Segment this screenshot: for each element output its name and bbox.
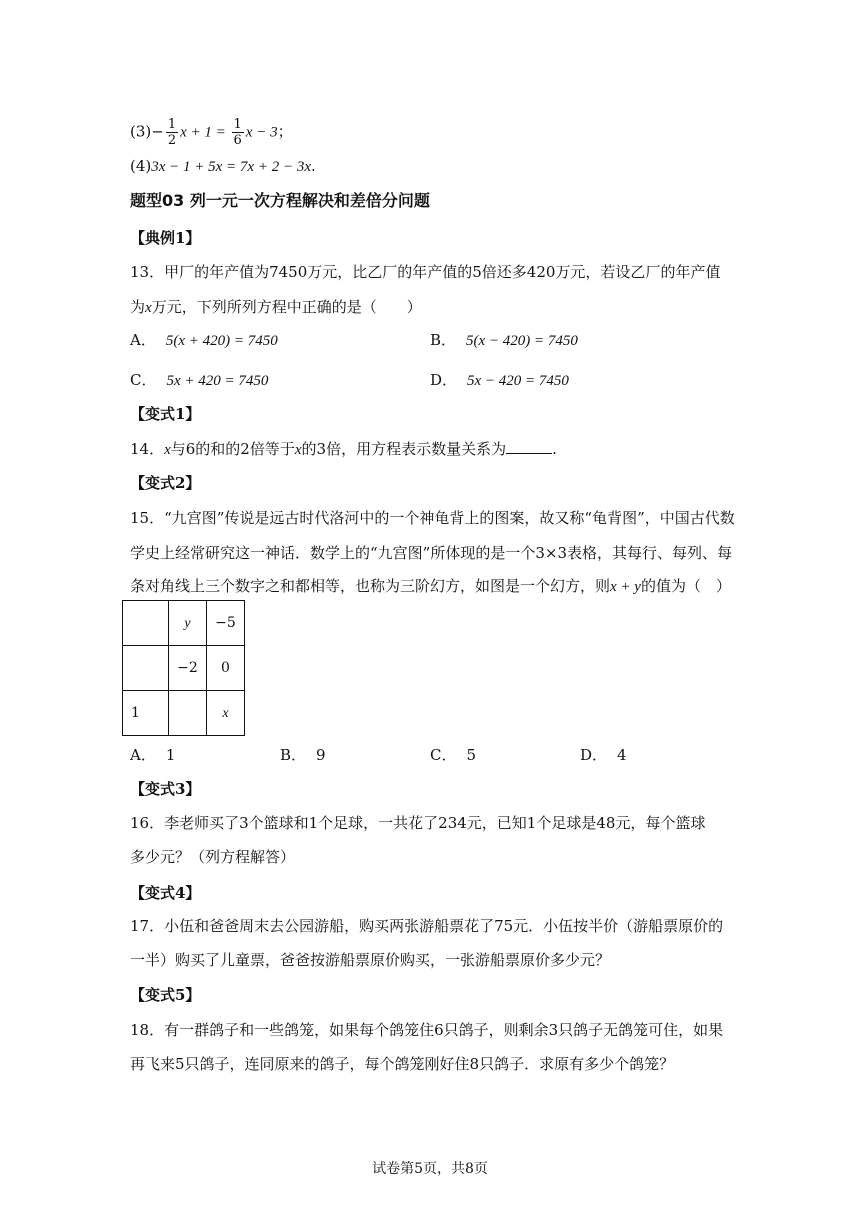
- grid-row: [123, 646, 245, 691]
- question-15-text: 条对角线上三个数字之和都相等，也称为三阶幻方，如图是一个幻方，则: [130, 577, 611, 595]
- question-13-option-c[interactable]: [130, 370, 268, 391]
- question-15-option-d[interactable]: [580, 745, 627, 765]
- equation-3: [130, 117, 293, 148]
- fraction-numerator: 1: [233, 117, 242, 132]
- option-label: B．: [430, 331, 457, 349]
- equation-4-expression: 3x − 1 + 5x = 7x + 2 − 3x: [151, 159, 311, 175]
- expression-x-plus-y: x + y: [610, 579, 641, 595]
- option-label: A．: [130, 331, 156, 349]
- variant-2-label: 【变式2】: [130, 474, 201, 492]
- question-16-line-1: 16．李老师买了3个篮球和1个足球，一共花了234元，已知1个足球是48元，每个篮球: [130, 814, 706, 832]
- question-14-text: 的3倍，用方程表示数量关系为: [301, 440, 507, 458]
- question-14-end: .: [552, 440, 557, 458]
- question-15-line-1: 15．“九宫图”传说是远古时代洛河中的一个神龟背上的图案，故又称“龟背图”，中国古代数: [130, 509, 735, 527]
- question-17-line-2: 一半）购买了儿童票，爸爸按游船票原价购买，一张游船票原价多少元？: [130, 951, 611, 969]
- variant-5-label: 【变式5】: [130, 986, 201, 1004]
- question-13-option-a[interactable]: [130, 330, 278, 351]
- grid-cell: [123, 601, 169, 646]
- question-15-text: 的值为（ ）: [640, 577, 731, 595]
- question-15-line-2: 学史上经常研究这一神话．数学上的“九宫图”所体现的是一个3×3表格，其每行、每列、每: [130, 544, 732, 562]
- option-label: C．: [130, 371, 157, 389]
- variable-x: x: [164, 442, 171, 458]
- option-text: 5x + 420 = 7450: [166, 373, 269, 389]
- question-13-line-1: 13．甲厂的年产值为7450万元，比乙厂的年产值的5倍还多420万元，若设乙厂的年产值: [130, 263, 721, 281]
- option-text: 5(x − 420) = 7450: [466, 333, 578, 349]
- question-18-line-1: 18．有一群鸽子和一些鸽笼，如果每个鸽笼住6只鸽子，则剩余3只鸽子无鸽笼可住，如果: [130, 1021, 724, 1039]
- variable-x: x: [294, 442, 302, 458]
- page-footer: 试卷第5页，共8页: [372, 1161, 488, 1177]
- answer-blank[interactable]: [506, 439, 552, 454]
- question-14-number: 14．: [130, 440, 165, 458]
- variable-x: x: [222, 705, 229, 721]
- option-text: 4: [617, 746, 627, 764]
- option-label: C．: [430, 746, 457, 764]
- equation-4-end: .: [311, 157, 316, 175]
- option-text: 1: [165, 746, 176, 764]
- grid-cell: −5: [207, 601, 245, 646]
- option-text: 5: [466, 746, 477, 764]
- fraction-one-sixth: [232, 117, 244, 148]
- section-title: 题型03 列一元一次方程解决和差倍分问题: [130, 191, 430, 210]
- question-17-line-1: 17．小伍和爸爸周末去公园游船，购买两张游船票花了75元．小伍按半价（游船票原价的: [130, 917, 724, 935]
- grid-row: [123, 601, 245, 646]
- grid-row: [123, 691, 245, 736]
- minus-sign: −: [151, 122, 164, 141]
- question-13-text: 为: [130, 298, 146, 316]
- fraction-numerator: 1: [167, 117, 177, 132]
- option-label: D．: [430, 371, 458, 389]
- question-16-line-2: 多少元？（列方程解答）: [130, 848, 296, 866]
- question-15-line-3: [130, 576, 731, 597]
- equation-3-end: ；: [277, 122, 293, 141]
- variable-y: y: [184, 615, 191, 631]
- equation-4: [130, 156, 316, 177]
- question-15-option-a[interactable]: [130, 745, 175, 765]
- question-18-line-2: 再飞来5只鸽子，连同原来的鸽子，每个鸽笼刚好住8只鸽子．求原有多少个鸽笼？: [130, 1055, 675, 1073]
- question-15-option-b[interactable]: [280, 745, 326, 765]
- question-15-option-c[interactable]: [430, 745, 476, 765]
- grid-cell: [169, 691, 207, 736]
- question-13-option-d[interactable]: [430, 370, 569, 391]
- variable-x: x: [145, 300, 152, 316]
- variant-1-label: 【变式1】: [130, 405, 201, 423]
- equation-3-label: (3): [130, 122, 152, 141]
- equation-3-middle: x + 1 =: [180, 124, 230, 141]
- grid-cell: 1: [123, 691, 169, 736]
- grid-cell: 0: [207, 646, 245, 691]
- grid-cell: [169, 601, 207, 646]
- magic-square-grid: [122, 600, 245, 736]
- variant-4-label: 【变式4】: [130, 884, 201, 902]
- grid-cell: [207, 691, 245, 736]
- fraction-one-half: [166, 117, 178, 148]
- fraction-denominator: 6: [233, 133, 242, 148]
- option-text: 5(x + 420) = 7450: [165, 333, 278, 349]
- question-13-text: 万元，下列所列方程中正确的是（ ）: [151, 298, 422, 316]
- example-1-label: 【典例1】: [130, 229, 201, 247]
- fraction-denominator: 2: [167, 133, 177, 148]
- question-13-option-b[interactable]: [430, 330, 578, 351]
- question-14-text: 与6的和的2倍等于: [170, 440, 295, 458]
- option-label: A．: [130, 746, 156, 764]
- option-text: 5x − 420 = 7450: [467, 373, 569, 389]
- equation-4-label: (4): [130, 157, 152, 175]
- option-label: D．: [580, 746, 608, 764]
- equation-3-tail: x − 3: [245, 124, 278, 141]
- grid-cell: −2: [169, 646, 207, 691]
- option-text: 9: [316, 746, 326, 764]
- question-14: [130, 439, 557, 460]
- option-label: B．: [280, 746, 307, 764]
- grid-cell: [123, 646, 169, 691]
- variant-3-label: 【变式3】: [130, 780, 201, 798]
- question-13-line-2: [130, 297, 422, 318]
